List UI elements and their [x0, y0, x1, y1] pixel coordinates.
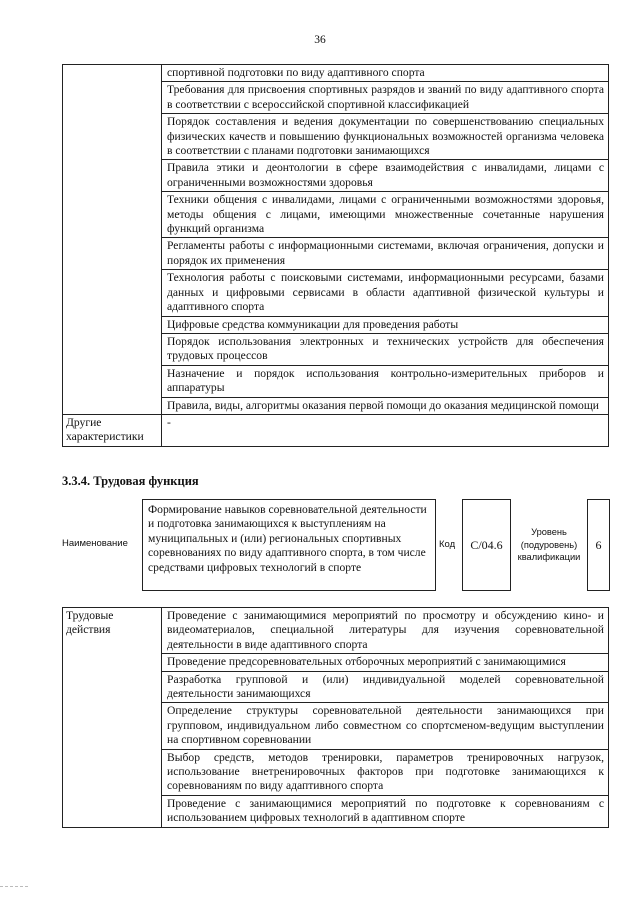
labor-action-item: Проведение с занимающимися мероприятий по просмотру и обсуждению кино- и видеоматериалов, специальной литературы для изучения соревновательной деятельности в виде адаптивного спорта: [162, 608, 609, 654]
labor-action-item: Выбор средств, методов тренировки, параметров тренировочных нагрузок, использование внетренировочных факторов при подготовке занимающихся к соревнованиям по виду адаптивного спорта: [162, 749, 609, 795]
knowledge-item: Назначение и порядок использования контрольно-измерительных приборов и аппаратуры: [162, 365, 609, 397]
qualification-level-value: 6: [595, 537, 602, 552]
table-row: [63, 65, 609, 82]
knowledge-item: Требования для присвоения спортивных разрядов и званий по виду адаптивного спорта в соответствии с всероссийской спортивной классификацией: [162, 82, 609, 114]
labor-action-item: Проведение с занимающимися мероприятий по подготовке к соревнованиям с использованием цифровых технологий в адаптивном спорте: [162, 795, 609, 827]
qualification-level-box: [587, 499, 610, 591]
knowledge-item: Технология работы с поисковыми системами, информационными ресурсами, базами данных и цифровыми сервисами в области адаптивной физической культуры и адаптивного спорта: [162, 270, 609, 316]
scan-edge-mark: [0, 886, 28, 890]
labor-actions-table: [62, 607, 609, 828]
code-value: C/04.6: [470, 537, 503, 552]
function-name-value: Формирование навыков соревновательной деятельности и подготовка занимающихся к выступлениям на муниципальных и (или) региональных спортивных соревнованиях по виду адаптивного спорта, в том числе средствами цифровых технологий в спорте: [142, 499, 436, 591]
knowledge-label-cell: [63, 65, 162, 415]
other-characteristics-label: Другие характеристики: [63, 414, 162, 446]
knowledge-item: Правила, виды, алгоритмы оказания первой помощи до оказания медицинской помощи: [162, 397, 609, 414]
labor-actions-label: Трудовые действия: [63, 608, 162, 828]
section-heading: 3.3.4. Трудовая функция: [62, 474, 199, 488]
function-name-label: Наименование: [62, 538, 128, 549]
labor-action-item: Разработка групповой и (или) индивидуальной моделей соревновательной деятельности занимающихся: [162, 671, 609, 703]
labor-action-item: Проведение предсоревновательных отборочных мероприятий с занимающимися: [162, 654, 609, 671]
knowledge-item: Цифровые средства коммуникации для проведения работы: [162, 316, 609, 333]
table-row: [63, 414, 609, 446]
qualification-level-label: Уровень (подуровень) квалификации: [517, 527, 581, 562]
other-characteristics-value: -: [162, 414, 609, 446]
table-row: [63, 608, 609, 654]
knowledge-item: спортивной подготовки по виду адаптивного спорта: [162, 65, 609, 82]
code-value-box: [462, 499, 511, 591]
labor-action-item: Определение структуры соревновательной деятельности занимающихся при групповом, индивидуальном либо совместном со спортсменом-ведущим выступлении на спортивном соревновании: [162, 703, 609, 749]
knowledge-item: Порядок использования электронных и технических устройств для обеспечения трудовых процессов: [162, 333, 609, 365]
code-label: Код: [439, 539, 456, 550]
knowledge-item: Техники общения с инвалидами, лицами с ограниченными возможностями здоровья, методы общения с лицами, имеющими множественные сочетанные нарушения функций организма: [162, 192, 609, 238]
page-number: 36: [314, 34, 326, 46]
knowledge-item: Порядок составления и ведения документации по совершенствованию специальных физических качеств и повышению функциональных возможностей организма человека в соответствии с планами подготовки занимающихся: [162, 114, 609, 160]
knowledge-item: Правила этики и деонтологии в сфере взаимодействия с инвалидами, лицами с ограниченными возможностями здоровья: [162, 160, 609, 192]
knowledge-item: Регламенты работы с информационными системами, включая ограничения, допуски и порядок их применения: [162, 238, 609, 270]
knowledge-table: [62, 64, 609, 447]
